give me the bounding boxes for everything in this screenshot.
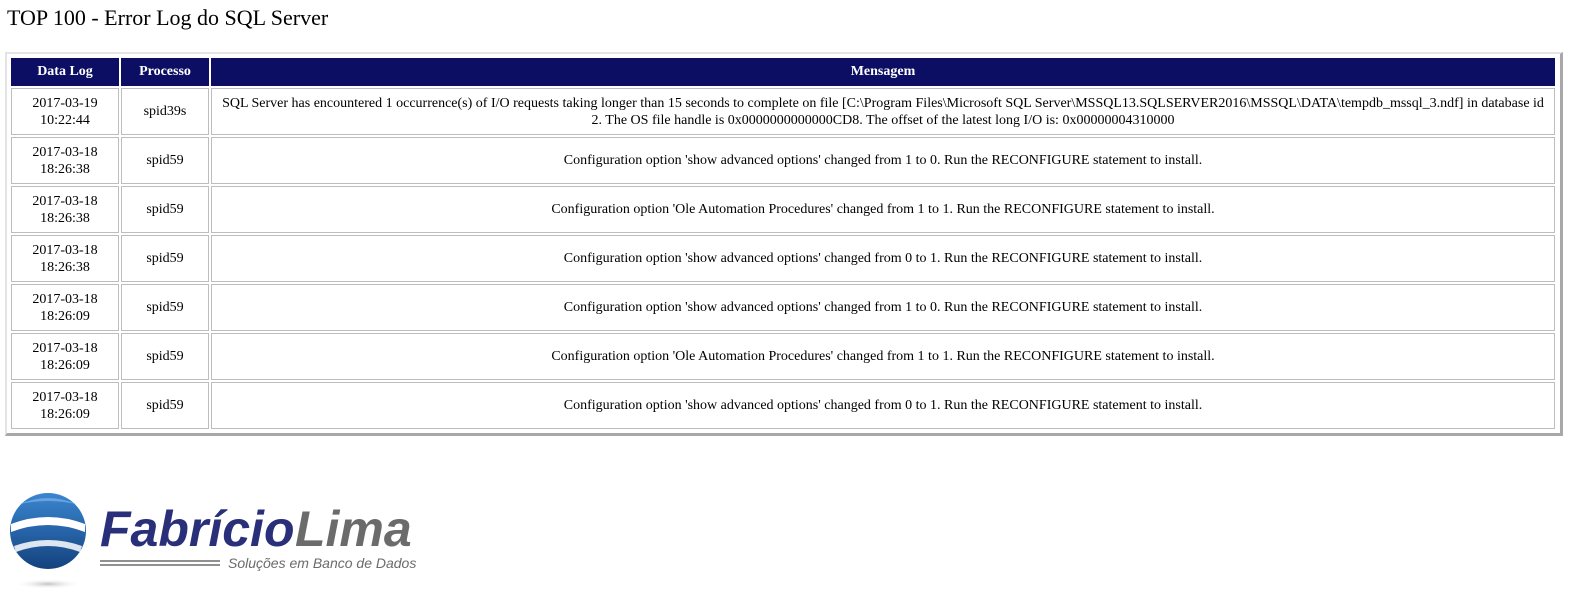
log-time: 10:22:44 bbox=[40, 112, 90, 128]
cell-data-log bbox=[11, 284, 119, 331]
cell-processo: spid59 bbox=[121, 284, 209, 331]
cell-processo: spid59 bbox=[121, 333, 209, 380]
page-title: TOP 100 - Error Log do SQL Server bbox=[7, 5, 329, 30]
log-date: 2017-03-18 bbox=[32, 242, 98, 258]
table-row bbox=[11, 186, 1555, 233]
log-date: 2017-03-18 bbox=[32, 144, 98, 160]
logo-name: Fabrício bbox=[100, 501, 295, 557]
cell-processo: spid59 bbox=[121, 235, 209, 282]
log-date: 2017-03-18 bbox=[32, 291, 98, 307]
error-log-table-container bbox=[5, 52, 1563, 436]
cell-mensagem: Configuration option 'Ole Automation Procedures' changed from 1 to 1. Run the RECONFIGURE statement to install. bbox=[211, 333, 1555, 380]
logo-name-last: Lima bbox=[295, 501, 412, 557]
logo-tagline: Soluções em Banco de Dados bbox=[228, 555, 417, 571]
log-date: 2017-03-18 bbox=[32, 389, 98, 405]
cell-processo: spid59 bbox=[121, 382, 209, 429]
header-mensagem: Mensagem bbox=[211, 58, 1555, 86]
cell-mensagem: Configuration option 'show advanced options' changed from 1 to 0. Run the RECONFIGURE statement to install. bbox=[211, 284, 1555, 331]
log-time: 18:26:09 bbox=[40, 406, 90, 422]
cell-processo: spid59 bbox=[121, 137, 209, 184]
table-row bbox=[11, 137, 1555, 184]
cell-mensagem: Configuration option 'show advanced options' changed from 0 to 1. Run the RECONFIGURE statement to install. bbox=[211, 382, 1555, 429]
cell-data-log bbox=[11, 333, 119, 380]
log-date: 2017-03-19 bbox=[32, 95, 98, 111]
table-row bbox=[11, 284, 1555, 331]
company-logo bbox=[8, 488, 418, 593]
header-data-log: Data Log bbox=[11, 58, 119, 86]
error-log-table bbox=[9, 56, 1557, 431]
cell-data-log bbox=[11, 88, 119, 135]
table-row bbox=[11, 235, 1555, 282]
cell-mensagem: Configuration option 'show advanced options' changed from 1 to 0. Run the RECONFIGURE statement to install. bbox=[211, 137, 1555, 184]
cell-data-log bbox=[11, 137, 119, 184]
log-date: 2017-03-18 bbox=[32, 193, 98, 209]
table-header-row bbox=[11, 58, 1555, 86]
cell-data-log bbox=[11, 186, 119, 233]
cell-data-log bbox=[11, 235, 119, 282]
table-row bbox=[11, 88, 1555, 135]
log-time: 18:26:09 bbox=[40, 357, 90, 373]
cell-mensagem: Configuration option 'Ole Automation Procedures' changed from 1 to 1. Run the RECONFIGURE statement to install. bbox=[211, 186, 1555, 233]
logo-graphic bbox=[8, 488, 418, 593]
log-time: 18:26:38 bbox=[40, 259, 90, 275]
header-processo: Processo bbox=[121, 58, 209, 86]
table-row bbox=[11, 382, 1555, 429]
cell-processo: spid59 bbox=[121, 186, 209, 233]
globe-icon bbox=[10, 493, 86, 589]
cell-mensagem: SQL Server has encountered 1 occurrence(s) of I/O requests taking longer than 15 seconds to complete on file [C:\Program Files\Microsoft SQL Server\MSSQL13.SQLSERVER2016\MSSQL\DATA\tempdb_mssql_3.ndf] in database id 2. The OS file handle is 0x0000000000000CD8. The offset of the latest long I/O is: 0x00000004310000 bbox=[211, 88, 1555, 135]
cell-data-log bbox=[11, 382, 119, 429]
table-row bbox=[11, 333, 1555, 380]
log-time: 18:26:38 bbox=[40, 210, 90, 226]
cell-processo: spid39s bbox=[121, 88, 209, 135]
cell-mensagem: Configuration option 'show advanced options' changed from 0 to 1. Run the RECONFIGURE statement to install. bbox=[211, 235, 1555, 282]
log-time: 18:26:38 bbox=[40, 161, 90, 177]
log-date: 2017-03-18 bbox=[32, 340, 98, 356]
log-time: 18:26:09 bbox=[40, 308, 90, 324]
